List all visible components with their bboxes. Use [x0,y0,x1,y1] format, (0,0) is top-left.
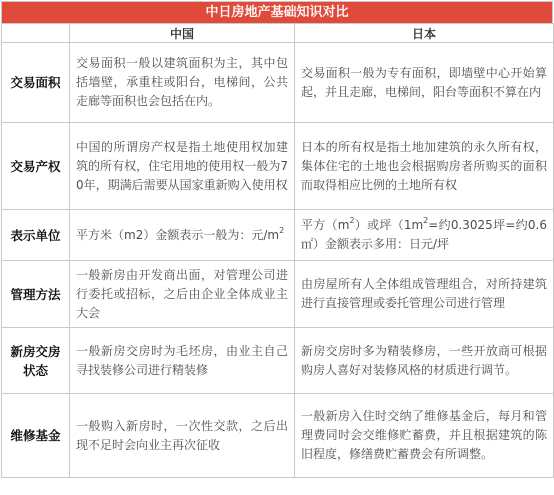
japan-maintenance: 一般新房入住时交纳了维修基金后，每月和管理费同时会交维修贮蓄费，并且根据建筑的陈旧程度，修缮费贮蓄费会有所调整。 [295,394,554,478]
row-label-handover-line1: 新房交房 [10,343,61,359]
table-row [2,43,554,123]
china-maintenance: 一般购入新房时，一次性交款，之后出现不足时会向业主再次征收 [70,394,295,478]
header-row [2,24,554,43]
row-label-management: 管理方法 [2,261,70,328]
header-blank [2,24,70,43]
japan-ownership: 日本的所有权是指土地加建筑的永久所有权，集体住宅的土地也会根据购房者所购买的面积而取得相应比例的土地所有权 [295,123,554,210]
table-row [2,210,554,261]
comparison-document [1,1,553,494]
china-units [70,210,295,261]
china-ownership: 中国的所谓房产权是指土地使用权加建筑的所有权，住宅用地的使用权一般为70年，期满后需要从国家重新购入使用权 [70,123,295,210]
comparison-table [1,23,554,478]
header-china: 中国 [70,24,295,43]
table-title: 中日房地产基础知识对比 [1,1,553,23]
japan-units-sup1: 2 [349,216,355,225]
china-handover: 一般新房交房时为毛坯房，由业主自己寻找装修公司进行精装修 [70,328,295,394]
header-japan: 日本 [295,24,554,43]
japan-handover: 新房交房时多为精装修房，一些开放商可根据购房人喜好对装修风格的材质进行调节。 [295,328,554,394]
table-row [2,328,554,394]
china-management: 一般新房由开发商出面，对管理公司进行委托或招标，之后由企业全体成业主大会 [70,261,295,328]
japan-area: 交易面积一般为专有面积，即墙壁中心开始算起，并且走廊，电梯间，阳台等面积不算在内 [295,43,554,123]
row-label-maintenance: 维修基金 [2,394,70,478]
row-label-handover-line2: 状态 [22,362,48,378]
japan-units-sup2: 2 [423,216,429,225]
table-row [2,123,554,210]
table-row [2,261,554,328]
row-label-area: 交易面积 [2,43,70,123]
japan-units-a: 平方（m [301,218,350,232]
japan-units [295,210,554,261]
japan-management: 由房屋所有人全体组成管理组合，对所持建筑进行直接管理或委托管理公司进行管理 [295,261,554,328]
japan-units-b: ）或坪（1m [354,218,424,232]
table-row [2,394,554,478]
row-label-units: 表示单位 [2,210,70,261]
row-label-handover [2,328,70,394]
china-units-text: 平方米（m2）金额表示一般为：元/m [76,227,280,242]
china-area: 交易面积一般以建筑面积为主，其中包括墙壁，承重柱或阳台，电梯间，公共走廊等面积也会包括在内。 [70,43,295,123]
china-units-sup: 2 [279,225,285,235]
japan-units-c: =约0.3025坪=约0.6㎡）金额表示多用：日元/坪 [301,218,547,251]
row-label-ownership: 交易产权 [2,123,70,210]
